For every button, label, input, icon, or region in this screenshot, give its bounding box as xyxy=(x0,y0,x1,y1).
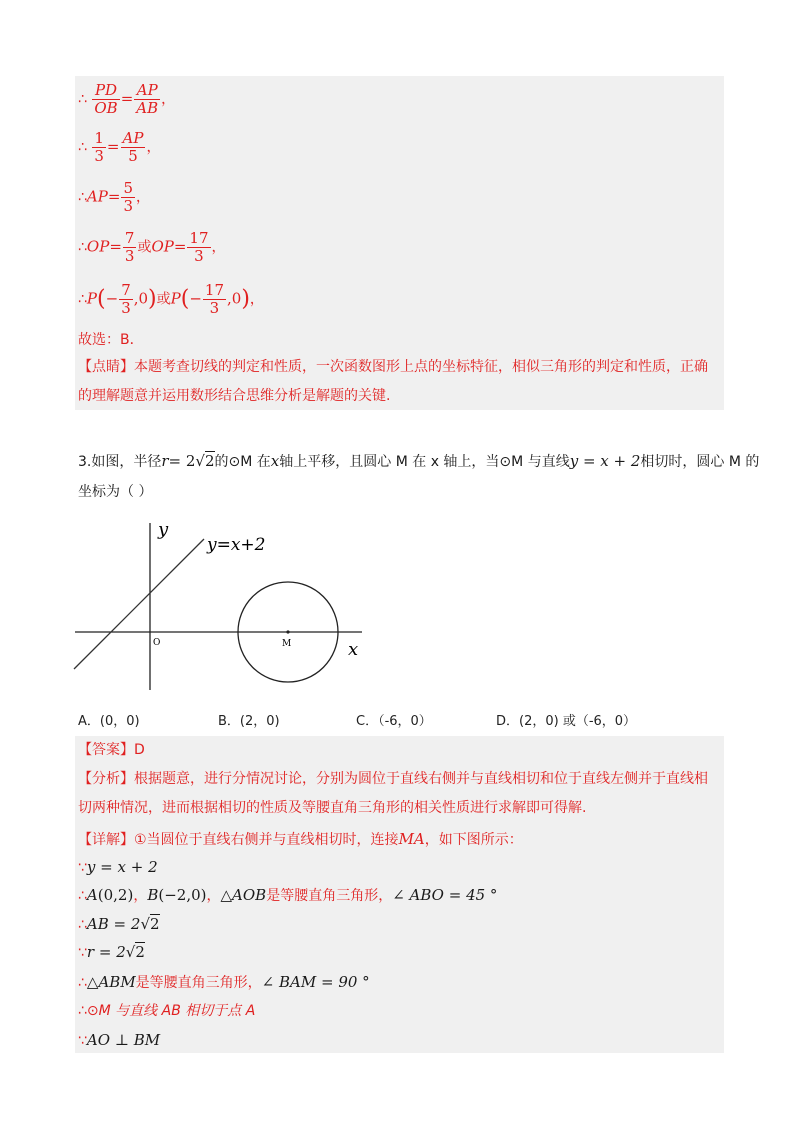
comment-text: 本题考查切线的判定和性质，一次函数图形上点的坐标特征，相似三角形的判定和性质，正确 xyxy=(134,359,708,375)
fraction-ap-ab xyxy=(134,82,160,117)
comma: ， xyxy=(206,888,221,904)
comma: ， xyxy=(249,291,264,308)
detail-intro xyxy=(78,829,523,850)
question-text: 轴上平移，且圆心 M 在 x 轴上，当⊙M 与直线 xyxy=(279,454,570,470)
question-text: 相切时，圆心 M 的 xyxy=(640,454,760,470)
question-line-2: 坐标为（ ） xyxy=(78,484,153,500)
analysis-text: 根据题意，进行分情况讨论，分别为圆位于直线右侧并与直线相切和位于直线左侧并于直线相 xyxy=(134,771,708,787)
point-a-coord: (0,2) xyxy=(97,886,134,904)
fraction-7-3 xyxy=(119,282,133,317)
variable-ap: AP xyxy=(86,187,108,206)
sqrt-symbol: √ xyxy=(140,915,150,933)
variable-r: r xyxy=(161,452,169,470)
detail-step-2 xyxy=(78,885,497,906)
therefore-symbol: ∴ xyxy=(78,917,87,933)
step-ratio-pd-ob xyxy=(78,82,175,117)
sqrt-radicand: 2 xyxy=(204,452,215,470)
fraction-5-3 xyxy=(121,180,135,215)
comment-line-1 xyxy=(78,357,708,377)
point-b-coord: (−2,0) xyxy=(158,886,207,904)
numerator: AP xyxy=(122,129,144,147)
detail-step-6 xyxy=(78,1001,255,1021)
sqrt-radicand: 2 xyxy=(150,915,160,933)
line-y-eq-x-plus-2 xyxy=(74,539,204,669)
detail-text: 是等腰直角三角形， xyxy=(135,975,262,991)
detail-tag: 【详解】 xyxy=(78,832,134,848)
detail-step-5 xyxy=(78,972,370,993)
sqrt-symbol: √ xyxy=(195,452,205,470)
triangle-aob: △AOB xyxy=(220,886,267,904)
detail-step-1 xyxy=(78,857,158,878)
answer-value: D xyxy=(134,742,145,758)
detail-text: ，如下图所示： xyxy=(424,832,523,848)
therefore-symbol: ∴ xyxy=(78,139,87,156)
point-b: B xyxy=(147,886,159,904)
analysis-tag: 【分析】 xyxy=(78,771,134,787)
ab-length: AB = 2 xyxy=(86,915,141,933)
denominator: 3 xyxy=(194,247,204,265)
or-word: 或 xyxy=(156,291,171,308)
denominator: 3 xyxy=(121,299,131,317)
equation: y = x + 2 xyxy=(86,858,158,876)
angle-bam: ∠ BAM = 90 ° xyxy=(261,973,370,991)
fraction-ap-5 xyxy=(121,130,146,165)
numerator: 7 xyxy=(121,281,131,299)
detail-text: 是等腰直角三角形， xyxy=(266,888,393,904)
analysis-line-2: 切两种情况，进而根据相切的性质及等腰直角三角形的相关性质进行求解即可得解. xyxy=(78,800,587,816)
fraction-1-3 xyxy=(92,130,106,165)
denominator: 3 xyxy=(124,247,135,265)
answer-tag: 【答案】 xyxy=(78,742,134,758)
numerator: 1 xyxy=(94,129,104,147)
therefore-symbol: ∴ xyxy=(78,888,87,904)
comma: ， xyxy=(135,189,150,206)
line-equation: y = x + 2 xyxy=(569,452,641,470)
denominator: 3 xyxy=(209,299,220,317)
detail-text: ⊙M 与直线 AB 相切于点 A xyxy=(86,1003,256,1019)
coordinate-figure xyxy=(70,515,370,695)
numerator: 7 xyxy=(124,229,135,247)
numerator: AP xyxy=(134,82,160,100)
sqrt-radicand: 2 xyxy=(135,943,145,961)
variable-x: x xyxy=(270,452,280,470)
because-symbol: ∵ xyxy=(78,1033,87,1049)
equals-sign: = xyxy=(120,89,134,108)
therefore-symbol: ∴ xyxy=(78,1003,87,1019)
comma: ， xyxy=(133,888,148,904)
numerator: 17 xyxy=(189,229,209,247)
because-symbol: ∵ xyxy=(78,945,87,961)
step-op-values: ∴OP= $\frac{7}{3}$ 或OP= $\frac{17}{3}$ ， xyxy=(78,229,226,265)
numerator: PD xyxy=(92,82,119,100)
angle-abo: ∠ ABO = 45 ° xyxy=(392,886,498,904)
final-choice: 故选：B． xyxy=(78,332,144,348)
line-label: y=x+2 xyxy=(207,535,266,555)
question-line-1 xyxy=(78,451,759,472)
comma: ， xyxy=(211,239,226,256)
variable-op: OP xyxy=(151,237,174,256)
coordinate-zero: ,0 xyxy=(133,289,149,308)
perpendicular-statement: AO ⊥ BM xyxy=(86,1031,161,1049)
option-a[interactable]: A．(0，0) xyxy=(78,714,140,729)
fraction-17-3 xyxy=(187,230,210,265)
radius-value: r = 2 xyxy=(86,943,126,961)
y-axis-label: y xyxy=(158,519,169,540)
option-b[interactable]: B．(2，0) xyxy=(218,714,280,729)
question-text: 3.如图，半径 xyxy=(78,454,162,470)
step-ratio-1-3 xyxy=(78,130,160,165)
center-m-dot xyxy=(286,630,289,633)
numerator: 17 xyxy=(204,281,224,299)
detail-step-3 xyxy=(78,914,160,935)
comment-line-2: 的理解题意并运用数形结合思维分析是解题的关键. xyxy=(78,388,391,404)
denominator: OB xyxy=(94,99,118,117)
equals-sign: = xyxy=(109,237,122,256)
answer-line xyxy=(78,740,145,760)
option-c[interactable]: C．（-6，0） xyxy=(356,714,432,729)
x-axis-label: x xyxy=(348,639,359,660)
denominator: 5 xyxy=(128,147,138,165)
therefore-symbol: ∴ xyxy=(78,239,87,256)
step-ap-value xyxy=(78,180,150,215)
therefore-symbol: ∴ xyxy=(78,189,87,206)
detail-step-7 xyxy=(78,1030,160,1051)
segment-ma: MA xyxy=(398,830,425,848)
comma: ， xyxy=(161,91,176,108)
option-d[interactable]: D．(2，0) 或（-6，0） xyxy=(496,714,637,729)
minus-sign: − xyxy=(105,289,119,308)
origin-label: O xyxy=(153,638,161,648)
fraction-7-3 xyxy=(123,230,137,265)
denominator: 3 xyxy=(94,147,104,165)
step-p-coordinates: ∴P(− $\frac{7}{3}$ ,0)或P(− $\frac{17}{3}$ ,0)， xyxy=(78,281,264,317)
therefore-symbol: ∴ xyxy=(78,975,87,991)
denominator: 3 xyxy=(123,197,133,215)
center-label: M xyxy=(282,639,292,649)
point-p: P xyxy=(170,289,181,308)
analysis-line-1 xyxy=(78,769,708,789)
variable-op: OP xyxy=(86,237,110,256)
point-a: A xyxy=(86,886,98,904)
denominator: AB xyxy=(136,99,159,117)
equals-two: = 2 xyxy=(168,452,196,470)
comma: ， xyxy=(146,139,161,156)
equals-sign: = xyxy=(107,187,121,206)
fraction-pd-ob xyxy=(92,82,119,117)
numerator: 5 xyxy=(123,179,133,197)
because-symbol: ∵ xyxy=(78,860,87,876)
or-word: 或 xyxy=(137,239,152,256)
detail-step-4 xyxy=(78,942,145,963)
question-text: 的⊙M 在 xyxy=(214,454,271,470)
triangle-abm: △ABM xyxy=(86,973,136,991)
therefore-symbol: ∴ xyxy=(78,91,87,108)
therefore-symbol: ∴ xyxy=(78,291,87,308)
point-p: P xyxy=(86,289,98,308)
sqrt-symbol: √ xyxy=(125,943,136,961)
equals-sign: = xyxy=(106,137,120,156)
detail-text: ①当圆位于直线右侧并与直线相切时，连接 xyxy=(134,832,399,848)
comment-tag: 【点睛】 xyxy=(78,359,134,375)
fraction-17-3 xyxy=(203,282,226,317)
